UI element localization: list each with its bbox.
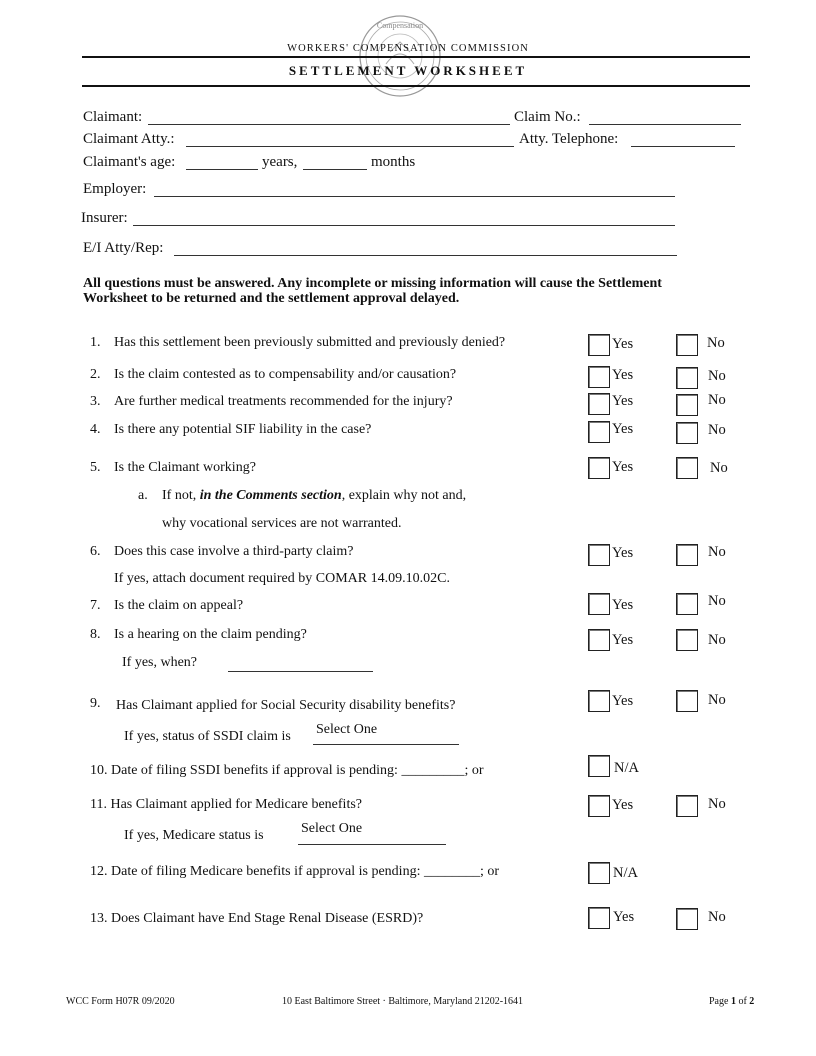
question-number: 13. <box>90 911 108 926</box>
question-text: Is the claim on appeal? <box>114 598 244 613</box>
yes-label: Yes <box>612 367 634 383</box>
no-label: No <box>708 593 726 609</box>
q2-yes-checkbox[interactable] <box>588 366 610 388</box>
no-label: No <box>708 544 726 560</box>
page-title: SETTLEMENT WORKSHEET <box>288 63 528 78</box>
claim-no-label: Claim No.: <box>514 109 581 125</box>
q1-yes-checkbox[interactable] <box>588 334 610 356</box>
question-number: 1. <box>90 335 101 350</box>
claimant-age-label: Claimant's age: <box>83 154 176 170</box>
no-label: No <box>708 796 726 812</box>
q5-sub-a-post: , explain why not and, <box>341 488 467 503</box>
page-indicator <box>709 996 754 1007</box>
question-text: Is a hearing on the claim pending? <box>114 627 307 642</box>
q9-yes-checkbox[interactable] <box>588 690 610 712</box>
q10-question <box>90 763 484 779</box>
medicare-status-underline <box>298 844 446 845</box>
q10-na-checkbox[interactable] <box>588 755 610 777</box>
page-total: 2 <box>749 996 755 1007</box>
insurer-label: Insurer: <box>81 210 128 226</box>
yes-label: Yes <box>612 632 634 648</box>
q5-yes-checkbox[interactable] <box>588 457 610 479</box>
no-label: No <box>708 392 726 408</box>
q6-yes-checkbox[interactable] <box>588 544 610 566</box>
no-label: No <box>708 422 726 438</box>
question-number: 12. <box>90 864 108 879</box>
q11-no-checkbox[interactable] <box>676 795 698 817</box>
no-label: No <box>708 632 726 648</box>
page-prefix: Page <box>709 996 731 1007</box>
yes-label: Yes <box>612 597 634 613</box>
ssdi-status-underline <box>313 744 459 745</box>
q9-sub-text: If yes, status of SSDI claim is <box>124 729 291 744</box>
q13-no-checkbox[interactable] <box>676 908 698 930</box>
q3-no-checkbox[interactable] <box>676 394 698 416</box>
q12-na-checkbox[interactable] <box>588 862 610 884</box>
question-text: Does this case involve a third-party claim? <box>114 544 354 559</box>
q4-no-checkbox[interactable] <box>676 422 698 444</box>
question-text: Is the claim contested as to compensability and/or causation? <box>114 367 457 382</box>
question-number: 7. <box>90 598 101 613</box>
q5-no-checkbox[interactable] <box>676 457 698 479</box>
q11-question <box>90 797 362 813</box>
employer-label: Employer: <box>83 181 147 197</box>
q8-sub-text: If yes, when? <box>122 655 198 670</box>
age-years-field[interactable] <box>186 169 258 170</box>
years-label: years, <box>262 154 298 170</box>
q11-yes-checkbox[interactable] <box>588 795 610 817</box>
q13-question <box>90 911 423 927</box>
question-number: 4. <box>90 422 101 437</box>
q9-no-checkbox[interactable] <box>676 690 698 712</box>
instructions-warning: All questions must be answered. Any incomplete or missing information will cause the Settlement Worksheet to be returned and the settlement approval delayed. <box>83 276 662 306</box>
months-label: months <box>371 154 416 170</box>
q7-yes-checkbox[interactable] <box>588 593 610 615</box>
question-text: Does Claimant have End Stage Renal Disease (ESRD)? <box>111 911 424 926</box>
q13-yes-checkbox[interactable] <box>588 907 610 929</box>
question-number: 10. <box>90 763 108 778</box>
claim-no-field[interactable] <box>589 124 741 125</box>
hearing-date-field[interactable] <box>228 671 373 672</box>
question-text: Is there any potential SIF liability in the case? <box>114 422 372 437</box>
commission-name: WORKERS' COMPENSATION COMMISSION <box>287 43 529 54</box>
q8-yes-checkbox[interactable] <box>588 629 610 651</box>
q7-no-checkbox[interactable] <box>676 593 698 615</box>
question-number: 3. <box>90 394 101 409</box>
yes-label: Yes <box>612 459 634 475</box>
medicare-status-select[interactable]: Select One <box>301 821 363 836</box>
commission-address: 10 East Baltimore Street · Baltimore, Maryland 21202-1641 <box>282 996 524 1007</box>
q5-sub-a-pre: If not, <box>162 488 200 503</box>
page-number: 1 <box>730 996 736 1007</box>
q5-sub-a-line2: why vocational services are not warranted. <box>162 516 402 531</box>
no-label: No <box>707 335 725 351</box>
question-number: 5. <box>90 460 101 475</box>
yes-label: Yes <box>612 693 634 709</box>
no-label: No <box>708 909 726 925</box>
yes-label: Yes <box>612 421 634 437</box>
ssdi-status-select[interactable]: Select One <box>316 722 378 737</box>
yes-label: Yes <box>612 545 634 561</box>
na-label: N/A <box>614 760 639 776</box>
ei-atty-label: E/I Atty/Rep: <box>83 240 164 256</box>
comments-section-ref: in the Comments section <box>199 488 342 503</box>
header-rule-bottom <box>82 85 750 87</box>
no-label: No <box>710 460 728 476</box>
claimant-label: Claimant: <box>83 109 143 125</box>
yes-label: Yes <box>612 393 634 409</box>
atty-telephone-label: Atty. Telephone: <box>519 131 619 147</box>
yes-label: Yes <box>613 909 635 925</box>
q11-sub-text: If yes, Medicare status is <box>124 828 264 843</box>
question-text: Has Claimant applied for Social Security disability benefits? <box>116 698 456 713</box>
question-text: Date of filing SSDI benefits if approval is pending: _________; or <box>111 763 484 778</box>
header-rule-top <box>82 56 750 58</box>
svg-text:Compensation: Compensation <box>376 21 424 30</box>
q6-sub-text: If yes, attach document required by COMAR 14.09.10.02C. <box>114 571 450 586</box>
q4-yes-checkbox[interactable] <box>588 421 610 443</box>
q5-sub-a-text <box>162 488 466 504</box>
claimant-atty-field[interactable] <box>186 146 514 147</box>
form-number: WCC Form H07R 09/2020 <box>66 996 175 1007</box>
page-of: of <box>735 996 750 1007</box>
question-text: Has Claimant applied for Medicare benefits? <box>110 797 362 812</box>
q1-no-checkbox[interactable] <box>676 334 698 356</box>
q2-no-checkbox[interactable] <box>676 367 698 389</box>
question-number: 9. <box>90 696 101 711</box>
question-number: 11. <box>90 797 107 812</box>
employer-field[interactable] <box>154 196 675 197</box>
age-months-field[interactable] <box>303 169 367 170</box>
insurer-field[interactable] <box>133 225 675 226</box>
question-text: Date of filing Medicare benefits if approval is pending: ________; or <box>111 864 500 879</box>
question-text: Has this settlement been previously submitted and previously denied? <box>114 335 506 350</box>
question-text: Is the Claimant working? <box>114 460 256 475</box>
na-label: N/A <box>613 865 638 881</box>
q8-no-checkbox[interactable] <box>676 629 698 651</box>
yes-label: Yes <box>612 797 634 813</box>
question-text: Are further medical treatments recommended for the injury? <box>114 394 453 409</box>
question-number: 6. <box>90 544 101 559</box>
sub-item-marker: a. <box>138 488 148 503</box>
claimant-field[interactable] <box>148 124 510 125</box>
question-number: 8. <box>90 627 101 642</box>
yes-label: Yes <box>612 336 634 352</box>
ei-atty-field[interactable] <box>174 255 677 256</box>
q12-question <box>90 864 499 880</box>
claimant-atty-label: Claimant Atty.: <box>83 131 175 147</box>
atty-telephone-field[interactable] <box>631 146 735 147</box>
no-label: No <box>708 368 726 384</box>
q6-no-checkbox[interactable] <box>676 544 698 566</box>
no-label: No <box>708 692 726 708</box>
q3-yes-checkbox[interactable] <box>588 393 610 415</box>
question-number: 2. <box>90 367 101 382</box>
